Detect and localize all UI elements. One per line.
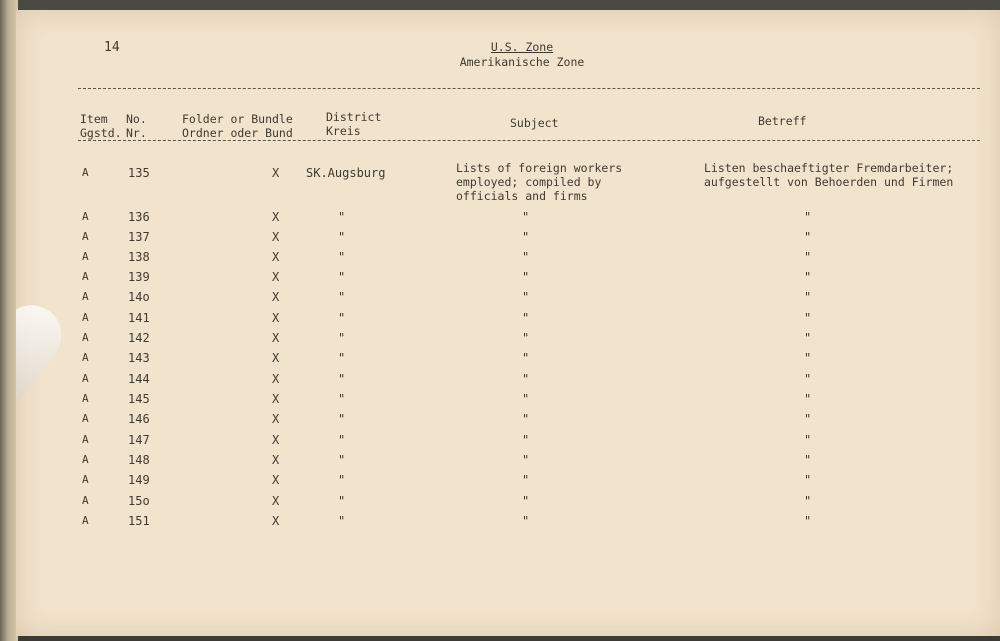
cell-betreff: ": [804, 351, 812, 365]
cell-betreff: ": [804, 473, 812, 487]
subject-line: Lists of foreign workers: [456, 161, 623, 175]
cell-item: A: [82, 166, 89, 179]
cell-item: A: [82, 372, 89, 385]
cell-subject: ": [522, 372, 530, 386]
header-betreff: Betreff: [758, 114, 807, 128]
cell-no: 144: [128, 372, 150, 386]
cell-district: ": [338, 473, 346, 487]
table-row: [16, 230, 1000, 250]
cell-item: A: [82, 412, 89, 425]
table-row: [16, 433, 1000, 453]
cell-no: 145: [128, 392, 150, 406]
table-row: [16, 412, 1000, 432]
cell-no: 151: [128, 514, 150, 528]
cell-subject: ": [522, 210, 530, 224]
cell-folder: X: [272, 166, 280, 180]
cell-folder: X: [272, 392, 280, 406]
cell-betreff-multiline: [704, 161, 953, 189]
header-district: [326, 110, 381, 138]
subject-line: officials and firms: [456, 189, 588, 203]
table-row: [16, 392, 1000, 412]
cell-subject: ": [522, 433, 530, 447]
cell-betreff: ": [804, 433, 812, 447]
header-district-de: Kreis: [326, 124, 361, 138]
cell-no: 149: [128, 473, 150, 487]
cell-folder: X: [272, 290, 280, 304]
cell-subject: ": [522, 311, 530, 325]
cell-betreff: ": [804, 270, 812, 284]
cell-no: 139: [128, 270, 150, 284]
table-row: [16, 453, 1000, 473]
zone-heading: [452, 40, 592, 70]
cell-no: 148: [128, 453, 150, 467]
cell-folder: X: [272, 230, 280, 244]
zone-title: U.S. Zone: [490, 40, 554, 54]
cell-no: 14o: [128, 290, 150, 304]
table-row: [16, 270, 1000, 290]
header-subject: Subject: [510, 116, 559, 130]
cell-subject: ": [522, 412, 530, 426]
header-no-de: Nr.: [126, 126, 147, 140]
cell-item: A: [82, 230, 89, 243]
cell-item: A: [82, 514, 89, 527]
cell-subject: ": [522, 514, 530, 528]
cell-folder: X: [272, 494, 280, 508]
cell-district: ": [338, 270, 346, 284]
cell-betreff: ": [804, 392, 812, 406]
cell-betreff: ": [804, 210, 812, 224]
cell-item: A: [82, 311, 89, 324]
header-folder-de: Ordner oder Bund: [182, 126, 293, 140]
cell-no: 143: [128, 351, 150, 365]
cell-no: 136: [128, 210, 150, 224]
cell-folder: X: [272, 412, 280, 426]
cell-betreff: ": [804, 250, 812, 264]
cell-folder: X: [272, 372, 280, 386]
cell-district: ": [338, 453, 346, 467]
cell-item: A: [82, 290, 89, 303]
cell-subject: ": [522, 351, 530, 365]
header-dashed-rule: [78, 140, 980, 141]
cell-betreff: ": [804, 412, 812, 426]
table-row: [16, 372, 1000, 392]
betreff-line: Listen beschaeftigter Fremdarbeiter;: [704, 161, 954, 175]
betreff-line: aufgestellt von Behoerden und Firmen: [704, 175, 954, 189]
cell-district: ": [338, 311, 346, 325]
cell-subject: ": [522, 494, 530, 508]
cell-betreff: ": [804, 372, 812, 386]
cell-betreff: ": [804, 494, 812, 508]
cell-no: 142: [128, 331, 150, 345]
cell-item: A: [82, 351, 89, 364]
table-row: [16, 514, 1000, 534]
header-item: [80, 112, 122, 140]
scan-top-edge: [0, 0, 1000, 10]
table-row: [16, 311, 1000, 331]
cell-district: ": [338, 331, 346, 345]
cell-folder: X: [272, 331, 280, 345]
cell-subject-multiline: [456, 161, 622, 203]
cell-district: ": [338, 494, 346, 508]
cell-subject: ": [522, 230, 530, 244]
cell-folder: X: [272, 433, 280, 447]
table-row: [16, 210, 1000, 230]
cell-subject: ": [522, 270, 530, 284]
cell-folder: X: [272, 351, 280, 365]
cell-betreff: ": [804, 514, 812, 528]
cell-folder: X: [272, 514, 280, 528]
cell-no: 137: [128, 230, 150, 244]
header-no: [126, 112, 147, 140]
table-row: [16, 494, 1000, 514]
cell-no: 135: [128, 166, 150, 180]
cell-district: ": [338, 514, 346, 528]
cell-folder: X: [272, 250, 280, 264]
cell-item: A: [82, 473, 89, 486]
cell-subject: ": [522, 473, 530, 487]
cell-subject: ": [522, 250, 530, 264]
cell-no: 141: [128, 311, 150, 325]
zone-subtitle: Amerikanische Zone: [459, 55, 585, 69]
cell-district: ": [338, 433, 346, 447]
cell-no: 147: [128, 433, 150, 447]
cell-no: 138: [128, 250, 150, 264]
document-page: [16, 10, 1000, 636]
cell-item: A: [82, 453, 89, 466]
cell-item: A: [82, 494, 89, 507]
cell-subject: ": [522, 290, 530, 304]
table-row: [16, 351, 1000, 371]
page-number: 14: [104, 40, 120, 55]
cell-folder: X: [272, 311, 280, 325]
header-folder: [182, 112, 293, 140]
cell-folder: X: [272, 210, 280, 224]
cell-item: A: [82, 392, 89, 405]
cell-betreff: ": [804, 311, 812, 325]
cell-district: ": [338, 210, 346, 224]
subject-line: employed; compiled by: [456, 175, 602, 189]
cell-subject: ": [522, 392, 530, 406]
cell-no: 15o: [128, 494, 150, 508]
cell-district: ": [338, 412, 346, 426]
cell-subject: ": [522, 331, 530, 345]
header-folder-en: Folder or Bundle: [182, 112, 293, 126]
header-district-en: District: [326, 110, 382, 124]
cell-item: A: [82, 331, 89, 344]
cell-district: ": [338, 351, 346, 365]
cell-betreff: ": [804, 331, 812, 345]
cell-subject: ": [522, 453, 530, 467]
cell-betreff: ": [804, 453, 812, 467]
cell-betreff: ": [804, 290, 812, 304]
cell-no: 146: [128, 412, 150, 426]
header-item-en: Item: [80, 112, 108, 126]
cell-item: A: [82, 210, 89, 223]
cell-district: SK.Augsburg: [306, 166, 386, 180]
table-row: [16, 331, 1000, 351]
cell-betreff: ": [804, 230, 812, 244]
cell-item: A: [82, 270, 89, 283]
top-dashed-rule: [78, 88, 980, 89]
cell-district: ": [338, 392, 346, 406]
cell-folder: X: [272, 270, 280, 284]
cell-district: ": [338, 230, 346, 244]
cell-item: A: [82, 433, 89, 446]
cell-folder: X: [272, 453, 280, 467]
cell-district: ": [338, 250, 346, 264]
cell-district: ": [338, 372, 346, 386]
cell-folder: X: [272, 473, 280, 487]
table-row: [16, 473, 1000, 493]
cell-item: A: [82, 250, 89, 263]
header-no-en: No.: [126, 112, 147, 126]
header-item-de: Ggstd.: [80, 126, 122, 140]
table-row: [16, 250, 1000, 270]
cell-district: ": [338, 290, 346, 304]
table-row: [16, 290, 1000, 310]
